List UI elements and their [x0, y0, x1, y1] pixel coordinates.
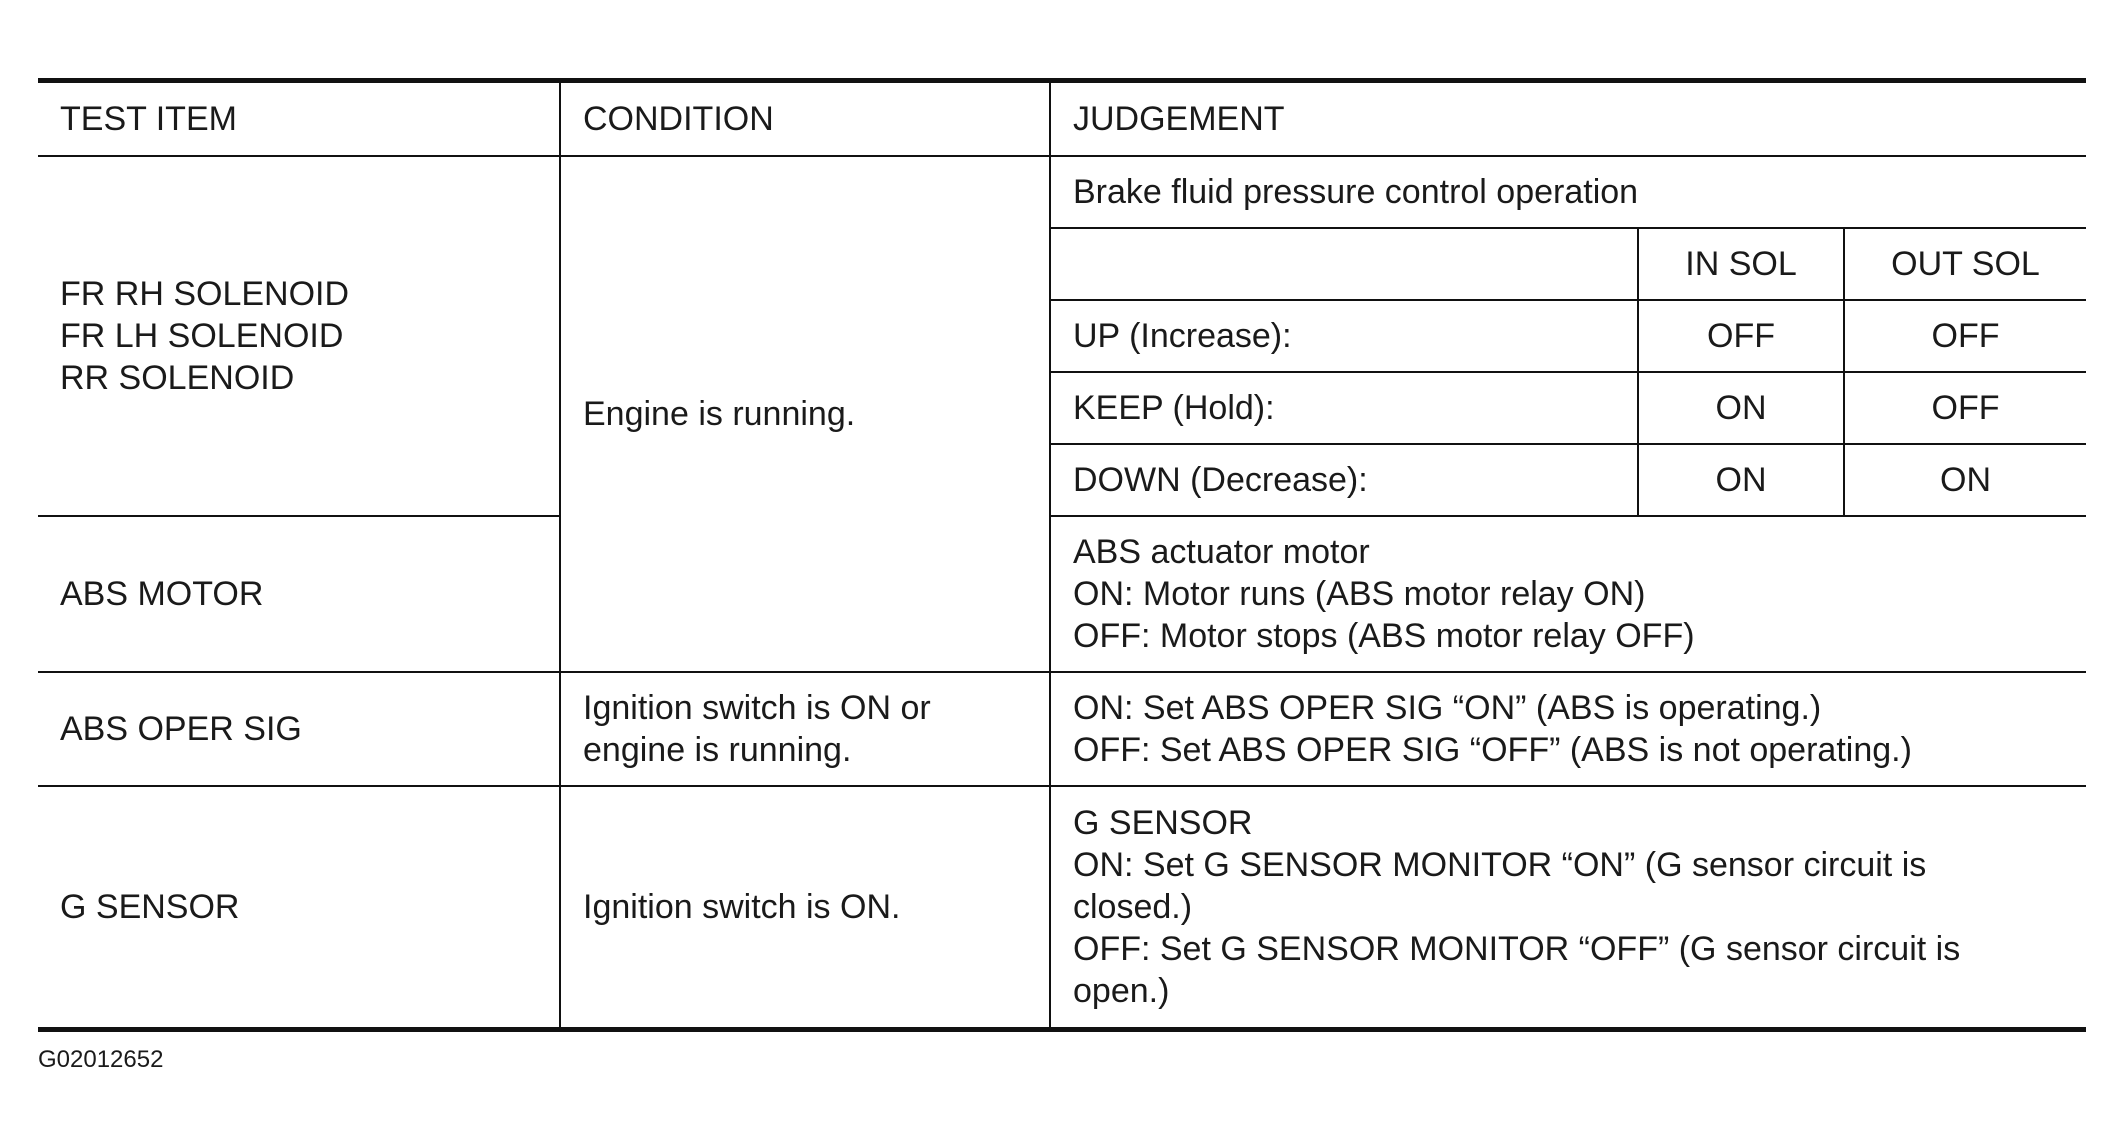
test-item-table	[38, 78, 2086, 1032]
abs-oper-sig-judgement	[1050, 672, 2086, 786]
table-row	[38, 672, 2086, 786]
g-sensor-judgement-line: G SENSOR	[1073, 804, 1253, 842]
down-in-sol-value: ON	[1638, 444, 1844, 516]
g-sensor-judgement-line: open.)	[1073, 972, 1170, 1010]
keep-out-sol-value: OFF	[1844, 372, 2086, 444]
header-judgement: JUDGEMENT	[1050, 81, 2086, 157]
down-decrease-label: DOWN (Decrease):	[1050, 444, 1638, 516]
out-sol-header: OUT SOL	[1844, 228, 2086, 300]
g-sensor-judgement-line: closed.)	[1073, 888, 1193, 926]
abs-motor-judgement	[1050, 516, 2086, 672]
abs-motor-judgement-line: ABS actuator motor	[1073, 533, 1370, 571]
abs-oper-sig-judgement-line: ON: Set ABS OPER SIG “ON” (ABS is operating.)	[1073, 689, 1822, 727]
abs-motor-judgement-line: OFF: Motor stops (ABS motor relay OFF)	[1073, 617, 1695, 655]
g-sensor-judgement	[1050, 786, 2086, 1030]
sol-blank-cell	[1050, 228, 1638, 300]
solenoid-item-fr-lh: FR LH SOLENOID	[60, 317, 344, 355]
header-condition: CONDITION	[560, 81, 1050, 157]
g-sensor-judgement-line: OFF: Set G SENSOR MONITOR “OFF” (G sensor circuit is	[1073, 930, 1961, 968]
g-sensor-item: G SENSOR	[38, 786, 560, 1030]
up-increase-label: UP (Increase):	[1050, 300, 1638, 372]
table-row	[38, 156, 2086, 228]
abs-oper-sig-item: ABS OPER SIG	[38, 672, 560, 786]
abs-motor-item: ABS MOTOR	[38, 516, 560, 672]
abs-oper-sig-condition	[560, 672, 1050, 786]
engine-running-condition: Engine is running.	[560, 156, 1050, 672]
abs-oper-sig-condition-line: Ignition switch is ON or	[583, 689, 931, 727]
solenoid-test-items	[38, 156, 560, 516]
abs-oper-sig-judgement-line: OFF: Set ABS OPER SIG “OFF” (ABS is not operating.)	[1073, 731, 1912, 769]
abs-oper-sig-condition-line: engine is running.	[583, 731, 852, 769]
down-out-sol-value: ON	[1844, 444, 2086, 516]
g-sensor-judgement-line: ON: Set G SENSOR MONITOR “ON” (G sensor circuit is	[1073, 846, 1927, 884]
header-test-item: TEST ITEM	[38, 81, 560, 157]
abs-motor-judgement-line: ON: Motor runs (ABS motor relay ON)	[1073, 575, 1646, 613]
brake-fluid-title: Brake fluid pressure control operation	[1050, 156, 2086, 228]
table-row	[38, 786, 2086, 1030]
solenoid-item-rr: RR SOLENOID	[60, 359, 295, 397]
up-in-sol-value: OFF	[1638, 300, 1844, 372]
up-out-sol-value: OFF	[1844, 300, 2086, 372]
figure-code: G02012652	[38, 1046, 164, 1073]
header-row	[38, 81, 2086, 157]
in-sol-header: IN SOL	[1638, 228, 1844, 300]
keep-in-sol-value: ON	[1638, 372, 1844, 444]
table-row	[38, 516, 2086, 672]
keep-hold-label: KEEP (Hold):	[1050, 372, 1638, 444]
g-sensor-condition: Ignition switch is ON.	[560, 786, 1050, 1030]
solenoid-item-fr-rh: FR RH SOLENOID	[60, 275, 350, 313]
